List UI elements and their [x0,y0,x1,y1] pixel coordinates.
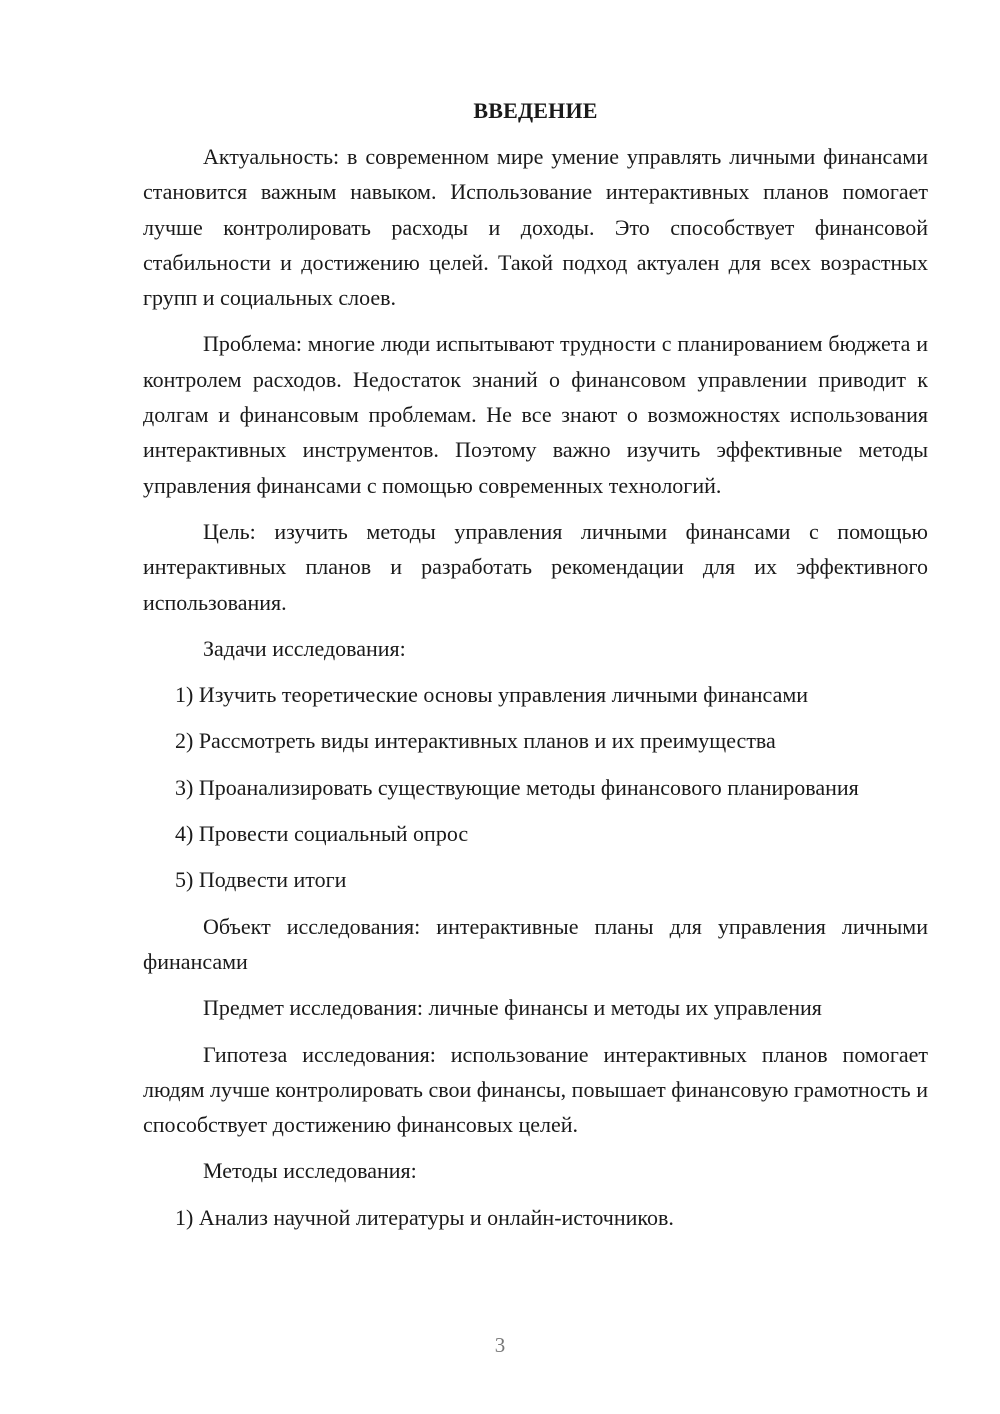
page-content [143,96,928,1246]
task-item-5: 5) Подвести итоги [175,867,347,893]
relevance-paragraph: Актуальность: в современном мире умение управлять личными финансами становится важным навыком. Использование интерактивных планов помогает лучше контролировать расходы и доходы. Это способствует финансовой стабильности и достижению целей. Такой подход актуален для всех возрастных групп и социальных слоев. [143,144,928,311]
methods-heading: Методы исследования: [203,1158,417,1184]
object-paragraph: Объект исследования: интерактивные планы для управления личными финансами [143,913,928,974]
subject-paragraph: Предмет исследования: личные финансы и методы их управления [203,995,822,1021]
task-item-3: 3) Проанализировать существующие методы финансового планирования [175,774,859,800]
page-number: 3 [494,1333,506,1357]
task-item-2: 2) Рассмотреть виды интерактивных планов и их преимущества [175,728,776,754]
tasks-heading: Задачи исследования: [203,635,406,661]
goal-paragraph: Цель: изучить методы управления личными финансами с помощью интерактивных планов и разработать рекомендации для их эффективного использования. [143,518,928,615]
task-item-4: 4) Провести социальный опрос [175,821,469,847]
method-item-1: 1) Анализ научной литературы и онлайн-источников. [175,1204,674,1230]
page-title: ВВЕДЕНИЕ [473,98,598,123]
problem-paragraph: Проблема: многие люди испытывают трудности с планированием бюджета и контролем расходов. Недостаток знаний о финансовом управлении приводит к долгам и финансовым проблемам. Не все знают о возможностях использования интерактивных инструментов. Поэтому важно изучить эффективные методы управления финансами с помощью современных технологий. [143,331,928,498]
hypothesis-paragraph: Гипотеза исследования: использование интерактивных планов помогает людям лучше контролировать свои финансы, повышает финансовую грамотность и способствует достижению финансовых целей. [143,1041,928,1138]
task-item-1: 1) Изучить теоретические основы управления личными финансами [175,682,809,708]
